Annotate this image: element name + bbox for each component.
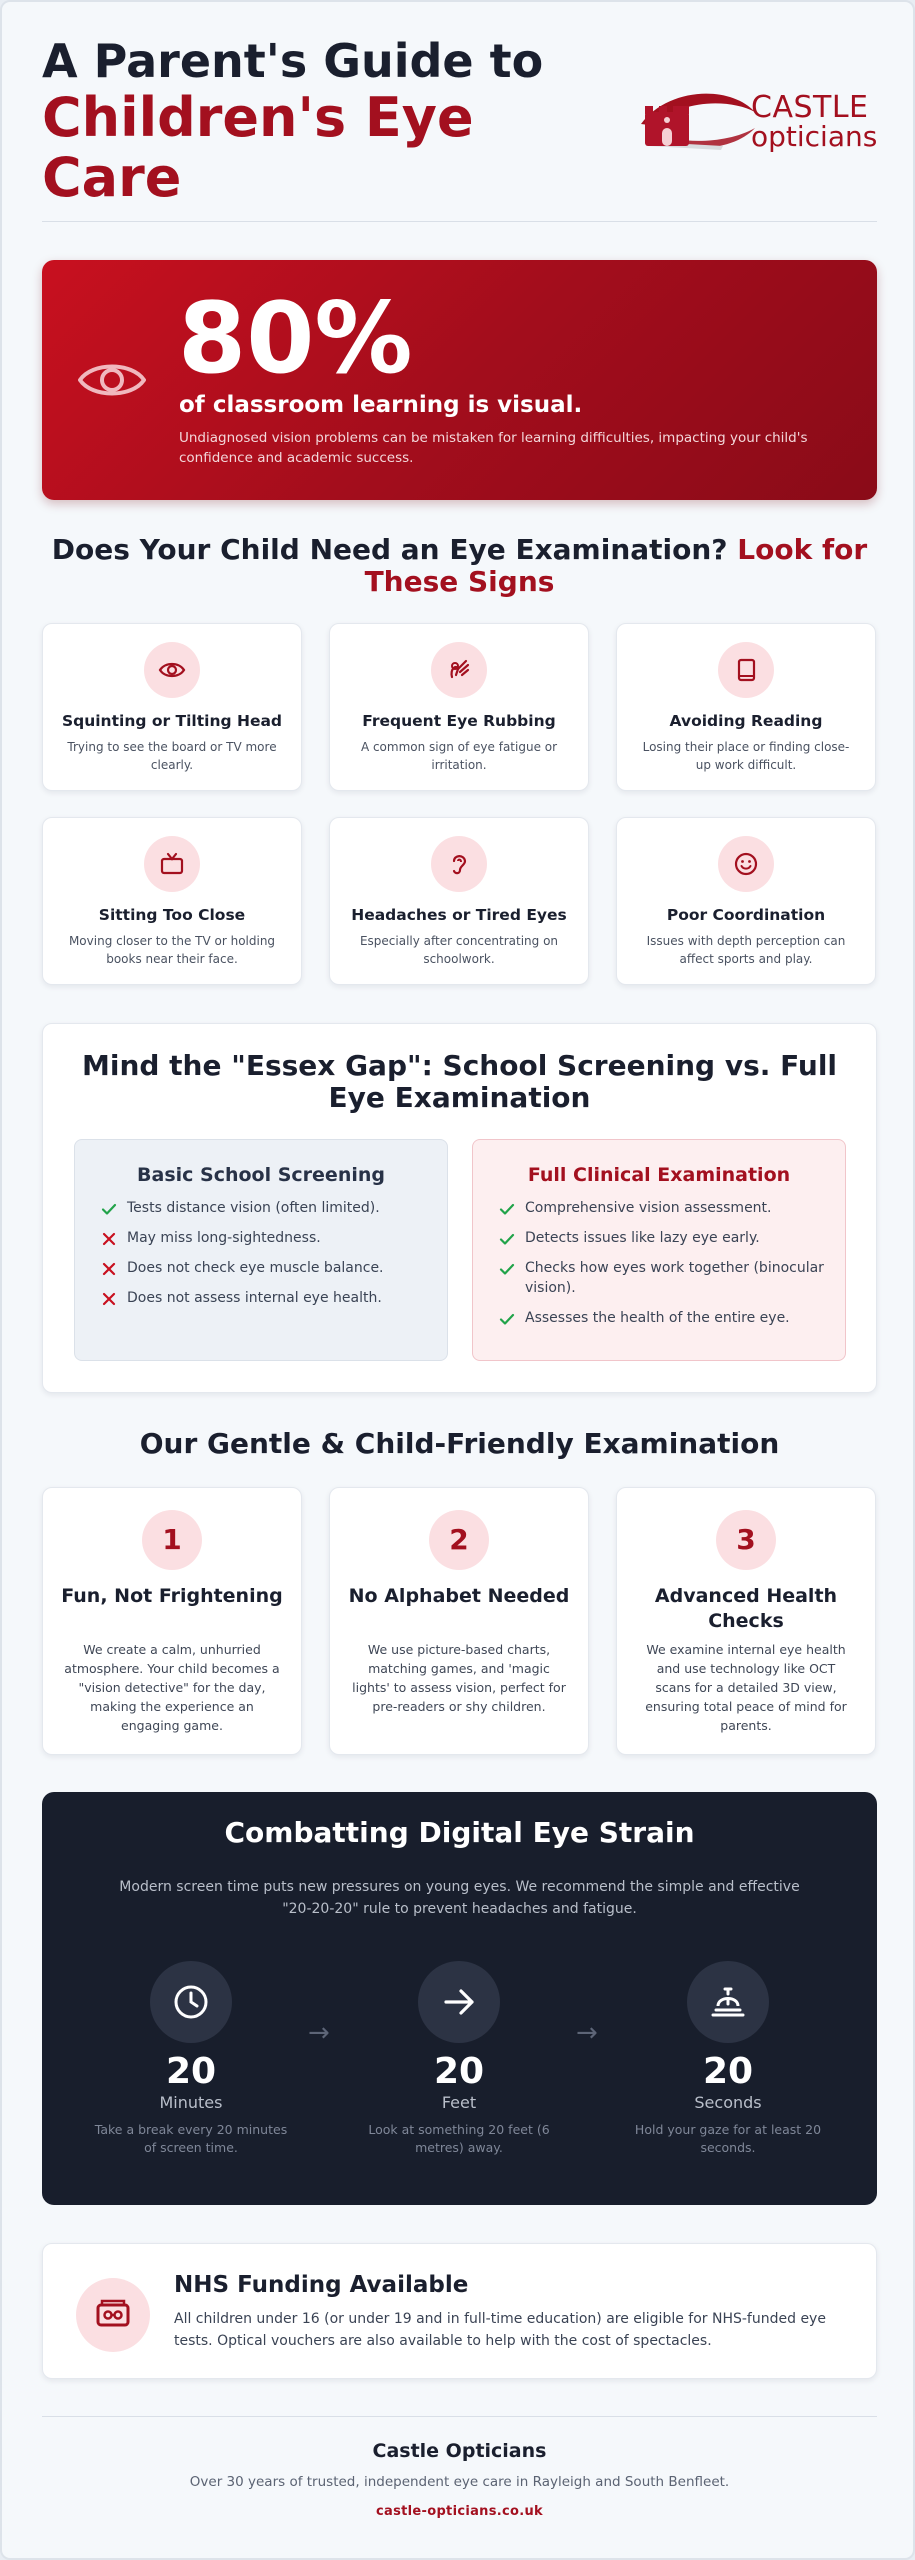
clock-icon (150, 1961, 232, 2043)
list-item-text: Tests distance vision (often limited). (127, 1200, 380, 1216)
title-line-3: Care (42, 146, 182, 209)
comparison-section (42, 1023, 877, 1393)
list-item-text: Detects issues like lazy eye early. (525, 1230, 760, 1246)
logo-text (751, 90, 878, 153)
list-item (499, 1198, 827, 1218)
rule-item (91, 1961, 291, 2157)
step-title: Fun, Not Frightening (61, 1585, 283, 1607)
cross-icon (101, 1291, 117, 1307)
check-icon (499, 1231, 515, 1247)
sign-title: Poor Coordination (666, 906, 826, 924)
exam-heading: Our Gentle & Child-Friendly Examination (139, 1427, 780, 1460)
signs-heading-main: Does Your Child Need an Eye Examination? (51, 533, 728, 566)
logo-line-2: opticians (751, 120, 878, 153)
signs-heading-accent: Look for These Signs (364, 533, 868, 598)
header-divider (42, 221, 877, 222)
step-title: No Alphabet Needed (348, 1585, 570, 1607)
flow-arrow-icon: → (308, 2018, 330, 2048)
list-item (101, 1228, 429, 1248)
step-text: We examine internal eye health and use technology like OCT scans for a detailed 3D view, ensuring total peace of mind for parents. (645, 1642, 847, 1733)
nhs-text: All children under 16 (or under 19 and in full-time education) are eligible for NHS-funded eye tests. Optical vouchers are also available to help with the cost of spectacles. (174, 2311, 826, 2349)
list-item-text: Does not check eye muscle balance. (127, 1260, 384, 1276)
list-item-text: Assesses the health of the entire eye. (525, 1310, 790, 1326)
sign-card (616, 817, 876, 985)
sign-title: Frequent Eye Rubbing (362, 712, 556, 730)
rule-value: 20 (702, 2051, 754, 2092)
flow-arrow-icon: → (576, 2018, 598, 2048)
rule-unit: Feet (441, 2093, 477, 2112)
castle-eye-logo-icon (637, 82, 757, 162)
check-icon (499, 1261, 515, 1277)
ear-head-icon (431, 836, 487, 892)
sign-title: Headaches or Tired Eyes (351, 906, 567, 924)
basic-screening-panel (74, 1139, 448, 1361)
check-icon (101, 1201, 117, 1217)
eye-rubbing-icon (431, 642, 487, 698)
nhs-funding-card (42, 2243, 877, 2379)
full-examination-title: Full Clinical Examination (527, 1164, 791, 1186)
sign-card (42, 817, 302, 985)
basic-screening-title: Basic School Screening (137, 1164, 385, 1186)
list-item (101, 1198, 429, 1218)
step-number: 3 (716, 1510, 776, 1570)
step-text: We use picture-based charts, matching games, and 'magic lights' to assess vision, perfect for pre-readers or shy children. (352, 1642, 566, 1714)
rule-text: Take a break every 20 minutes of screen time. (94, 2122, 288, 2155)
timer-icon (687, 1961, 769, 2043)
list-item-text: Does not assess internal eye health. (127, 1290, 382, 1306)
step-card (42, 1487, 302, 1755)
sign-card (42, 623, 302, 791)
header (42, 34, 878, 209)
check-icon (499, 1311, 515, 1327)
full-examination-panel (472, 1139, 846, 1361)
rule-text: Look at something 20 feet (6 metres) away. (368, 2122, 550, 2155)
step-number: 2 (429, 1510, 489, 1570)
step-card (616, 1487, 876, 1755)
sign-card (329, 817, 589, 985)
list-item-text: Checks how eyes work together (binocular vision). (525, 1260, 824, 1296)
eye-icon (144, 642, 200, 698)
basic-screening-list (101, 1198, 447, 1308)
sign-title: Avoiding Reading (669, 712, 823, 730)
footer-tagline: Over 30 years of trusted, independent eye care in Rayleigh and South Benfleet. (189, 2474, 730, 2490)
sign-card (616, 623, 876, 791)
hero-subtitle: of classroom learning is visual. (179, 392, 583, 418)
strain-intro: Modern screen time puts new pressures on young eyes. We recommend the simple and effective "20-20-20" rule to prevent headaches and fatigue. (119, 1879, 800, 1917)
sign-text: Moving closer to the TV or holding books near their face. (68, 934, 276, 966)
list-item-text: May miss long-sightedness. (127, 1230, 321, 1246)
cross-icon (101, 1231, 117, 1247)
step-number: 1 (142, 1510, 202, 1570)
book-icon (718, 642, 774, 698)
sign-text: Issues with depth perception can affect sports and play. (646, 934, 846, 966)
logo-line-1: CASTLE (751, 90, 869, 125)
sign-title: Sitting Too Close (98, 906, 246, 924)
hero-description: Undiagnosed vision problems can be mistaken for learning difficulties, impacting your child's confidence and academic success. (179, 430, 808, 466)
strain-heading: Combatting Digital Eye Strain (224, 1816, 695, 1849)
rule-unit: Minutes (159, 2093, 223, 2112)
footer (42, 2440, 877, 2519)
tv-icon (144, 836, 200, 892)
step-title: Advanced Health Checks (654, 1585, 838, 1632)
footer-divider (42, 2416, 877, 2417)
sign-text: Trying to see the board or TV more clearly. (67, 740, 277, 772)
list-item (499, 1308, 827, 1328)
footer-website-link[interactable]: castle-opticians.co.uk (376, 2504, 543, 2519)
list-item (101, 1258, 429, 1278)
step-text: We create a calm, unhurried atmosphere. Your child becomes a "vision detective" for the day, making the experience an engaging game. (64, 1642, 280, 1733)
rule-item (359, 1961, 559, 2157)
full-examination-list (499, 1198, 845, 1328)
smiley-icon (718, 836, 774, 892)
sign-text: Losing their place or finding close-up work difficult. (642, 740, 850, 772)
title-line-2: Children's Eye (42, 86, 474, 149)
sign-title: Squinting or Tilting Head (61, 712, 283, 730)
voucher-icon (76, 2278, 150, 2352)
arrow-right-icon (418, 1961, 500, 2043)
signs-heading (42, 534, 877, 598)
digital-eye-strain-section (42, 1792, 877, 2205)
castle-opticians-logo (637, 80, 877, 164)
rule-value: 20 (165, 2051, 217, 2092)
rule-item (628, 1961, 828, 2157)
list-item-text: Comprehensive vision assessment. (525, 1200, 772, 1216)
list-item (499, 1258, 827, 1298)
step-card (329, 1487, 589, 1755)
eye-icon (76, 344, 148, 416)
hero-stat: 80% (178, 282, 413, 396)
list-item (101, 1288, 429, 1308)
sign-text: A common sign of eye fatigue or irritation. (360, 740, 558, 772)
list-item (499, 1228, 827, 1248)
sign-text: Especially after concentrating on schoolwork. (359, 934, 559, 966)
rule-text: Hold your gaze for at least 20 seconds. (634, 2122, 822, 2155)
footer-business-name: Castle Opticians (372, 2440, 547, 2462)
nhs-title: NHS Funding Available (174, 2272, 469, 2298)
rule-unit: Seconds (694, 2093, 762, 2112)
title-line-1: A Parent's Guide to (42, 34, 544, 88)
comparison-heading: Mind the "Essex Gap": School Screening vs. Full Eye Examination (81, 1049, 838, 1114)
rule-value: 20 (433, 2051, 485, 2092)
check-icon (499, 1201, 515, 1217)
hero-stat-banner (42, 260, 877, 500)
sign-card (329, 623, 589, 791)
cross-icon (101, 1261, 117, 1277)
